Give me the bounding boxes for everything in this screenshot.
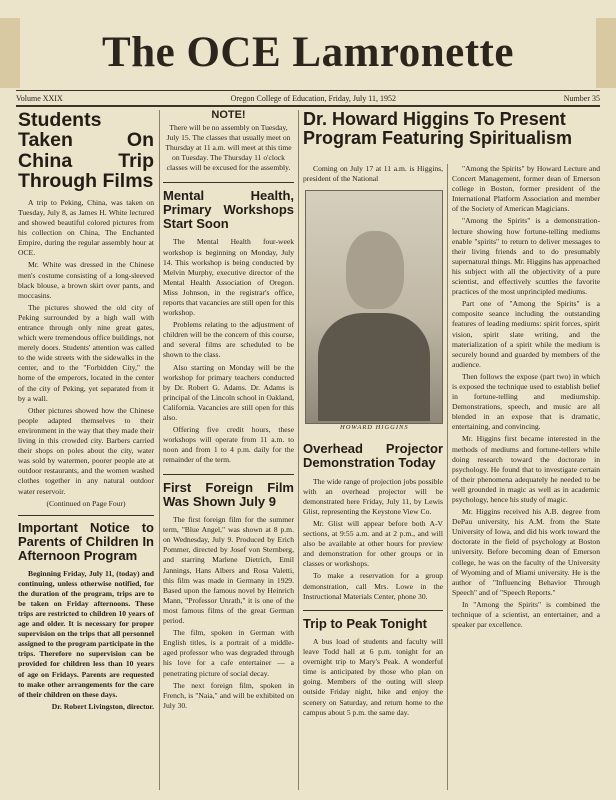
china-paragraph: Mr. White was dressed in the Chinese men's costume consisting of a long-sleeved black blouse, a brown skirt over pants, and moccasins. xyxy=(18,260,154,300)
higgins-headline: Dr. Howard Higgins To Present Program Featuring Spiritualism xyxy=(303,109,573,148)
issue-info: Oregon College of Education, Friday, July 11, 1952 xyxy=(230,94,396,103)
portrait-face xyxy=(346,231,404,309)
header-rule-bottom xyxy=(16,105,600,107)
film-paragraph: The first foreign film for the summer term, "Blue Angel," was shown at 8 p.m. on Wednesday, July 9. Produced by Erich Pommer, directed by Josef von Sternberg, and starring Marlene Dietrich, Emil Jannings, Hans Albers and Rosa Valetti, this film was made in Germany in 1929. Based upon the famous novel by Heinrich Mann, "Professor Unrath," it is one of the most famous films of the great German period. xyxy=(163,515,294,626)
china-headline: Students Taken On China Trip Through Films xyxy=(18,109,154,193)
higgins-paragraph: Mr. Higgins first became interested in the methods of mediums and fortune-tellers while doing research toward the doctorate in psychology. He found that to investigate certain of their phenomena adequately he needed to be well grounded in magic as well as in academic psychology, hence his study of magic. xyxy=(452,434,600,504)
issue-number: Number 35 xyxy=(563,94,600,103)
film-paragraph: The next foreign film, spoken in French, is "Naia," and will be exhibited on July 30. xyxy=(163,680,294,710)
howard-higgins-photo xyxy=(305,190,443,424)
higgins-paragraph: "Among the Spirits" is a demonstration-lecture showing how fortune-telling mediums enable "spirits" to return to deliver messages to their living friends and to do presumably supernatural things. Mr. Higgins has approached his subject with all the objectivity of a pure scientist, and effectively scuttles the favorite practices of the most unprincipled mediums. xyxy=(452,216,600,297)
section-rule xyxy=(18,515,154,516)
higgins-paragraph: Mr. Higgins received his A.B. degree from DePau university, his A.M. from the State University of Iowa, and did his work toward the doctorate in the field of psychology at Boston university. Before becoming dean of Emerson college, he was on the faculty of the University of Wyoming and of Miami university. He is the author of "Influencing Behavior Through Speech" and of "Speech Reports." xyxy=(452,507,600,597)
projector-paragraph: The wide range of projection jobs possible with an overhead projector will be demonstrated here Friday, July 11, by Lewis Glist, representing the Keystone View Co. xyxy=(303,476,443,516)
projector-paragraph: Mr. Glist will appear before both A-V sections, at 9:55 a.m. and at 2 p.m., and will also be available at other hours for preview and demonstration for other groups or in classes or workshops. xyxy=(303,518,443,569)
film-paragraph: The film, spoken in German with English titles, is a portrait of a middle-aged professor who was degraded through his love for a cafe entertainer — a penetrating picture of social decay. xyxy=(163,628,294,678)
column-2 xyxy=(163,110,294,713)
column-1 xyxy=(18,110,154,712)
notice-paragraph: Beginning Friday, July 11, (today) and continuing, unless otherwise notified, for the duration of the program, trips are to be taken on Friday afternoons. These trips are restricted to children 10 years of age and older. It is necessary for proper supervision on the trips that all personnel assigned to the program participate in the trips. Therefore no supervision can be provided for children less than 10 years of age on Fridays. Parents are requested to make other arrangements for the care of their children on these days. xyxy=(18,568,154,699)
mental-headline: Mental Health, Primary Workshops Start Soon xyxy=(163,187,294,232)
mental-paragraph: The Mental Health four-week workshop is beginning on Monday, July 14. This workshop is being conducted by Melvin Murphy, executive director of the Mental Health Association of Oregon. Miss Johnson, in the registrar's office, reports that vacancies are still open for this workshop. xyxy=(163,237,294,318)
projector-headline: Overhead Projector Demonstration Today xyxy=(303,441,443,471)
mental-paragraph: Problems relating to the adjustment of children will be the concern of this course, and several films are scheduled to be shown to the class. xyxy=(163,320,294,360)
notice-signature: Dr. Robert Livingston, director. xyxy=(51,701,154,711)
peak-headline: Trip to Peak Tonight xyxy=(303,615,427,631)
notice-headline: Important Notice to Parents of Children In Afternoon Program xyxy=(18,519,154,564)
note-headline: NOTE! xyxy=(211,109,246,121)
china-paragraph: Other pictures showed how the Chinese people adapted themselves to their environment in the way that they made their living in this crowded city. Barbers carried their shops on poles about the city, water was sold by watermen, poorer people ate at outdoor restaurants, and the women washed clothes together in any natural outdoor water reservoir. xyxy=(18,405,154,496)
volume-label: Volume XXIX xyxy=(16,94,63,103)
column-4 xyxy=(452,164,600,632)
china-continued: (Continued on Page Four) xyxy=(46,498,126,508)
masthead-title: The OCE Lamronette xyxy=(102,29,514,76)
column-divider-1 xyxy=(159,110,160,790)
china-paragraph: A trip to Peking, China, was taken on Tuesday, July 8, as James H. White lectured and showed beautiful colored pictures from his collection on China, The Enchanted Empire, during the regular assembly hour at OCE. xyxy=(18,197,154,258)
china-paragraph: The pictures showed the old city of Peking surrounded by a high wall with entrance through only nine great gates, which were tremendous office buildings, not merely doors. Students' attention was called to the wide streets with the sidewalks in the center, and to the "Forbidden City," the home of the emperors, located in the center of the city of Peking, yet separated from it by a wall. xyxy=(18,302,154,403)
column-divider-3 xyxy=(447,164,448,790)
higgins-paragraph: Then follows the expose (part two) in which is exposed the technique used to establish belief in fortune-telling and mediumship. Demonstrations, speech, and music are all blended in an expose that is dramatic, entertaining, and convincing. xyxy=(452,371,600,432)
peak-paragraph: A bus load of students and faculty will leave Todd hall at 6 p.m. tonight for an overnight trip to Mary's Peak. A wonderful time is anticipated by those who plan on going. Members of the outing will sleep outside Friday night, hike and enjoy the scenery on Saturday, and return home to the campus about 5 p.m. the same day. xyxy=(303,637,443,717)
higgins-paragraph: "Among the Spirits" by Howard Lecture and Concert Management, former dean of Emerson college in Boston, former president of the International Platform Association and member of the Society of American Magicians. xyxy=(452,164,600,214)
issue-header xyxy=(16,94,600,103)
column-divider-2 xyxy=(298,110,299,790)
column-3 xyxy=(303,442,443,720)
portrait-shoulders xyxy=(318,313,430,421)
higgins-intro: Coming on July 17 at 11 a.m. is Higgins, president of the National xyxy=(303,164,443,184)
note-text: There will be no assembly on Tuesday, July 15. The classes that usually meet on Thursday at 11 a.m. will meet at this time on Tuesday. The Thursday 11 o'clock classes will be excused for the assembly. xyxy=(165,123,292,173)
film-headline: First Foreign Film Was Shown July 9 xyxy=(163,479,294,509)
higgins-paragraph: Part one of "Among the Spirits" is a composite seance including the outstanding features of leading mediums: spirit forces, spirit vision, spirit slate writing, and the materialization of a spirit while the medium is securely bound and guarded by members of the audience. xyxy=(452,299,600,369)
higgins-paragraph: In "Among the Spirits" is combined the technique of a scientist, an entertainer, and a speaker par excellence. xyxy=(452,599,600,630)
higgins-intro-col xyxy=(303,164,443,186)
section-rule xyxy=(163,474,294,475)
section-rule xyxy=(303,610,443,611)
section-rule xyxy=(163,182,294,183)
header-rule-top xyxy=(16,90,600,91)
mental-paragraph: Also starting on Monday will be the workshop for primary teachers conducted by Dr. Robert G. Adams. Dr. Adams is principal of the Lincoln school in Oakland, California. Vacancies are still open for this also. xyxy=(163,362,294,423)
projector-paragraph: To make a reservation for a group demonstration, call Mrs. Lowe in the Instructional Materials Center, phone 30. xyxy=(303,571,443,601)
photo-caption: HOWARD HIGGINS xyxy=(340,424,409,431)
mental-paragraph: Offering five credit hours, these workshops will operate from 11 a.m. to noon and from 1 to 4 p.m. daily for the remainder of the term. xyxy=(163,425,294,465)
